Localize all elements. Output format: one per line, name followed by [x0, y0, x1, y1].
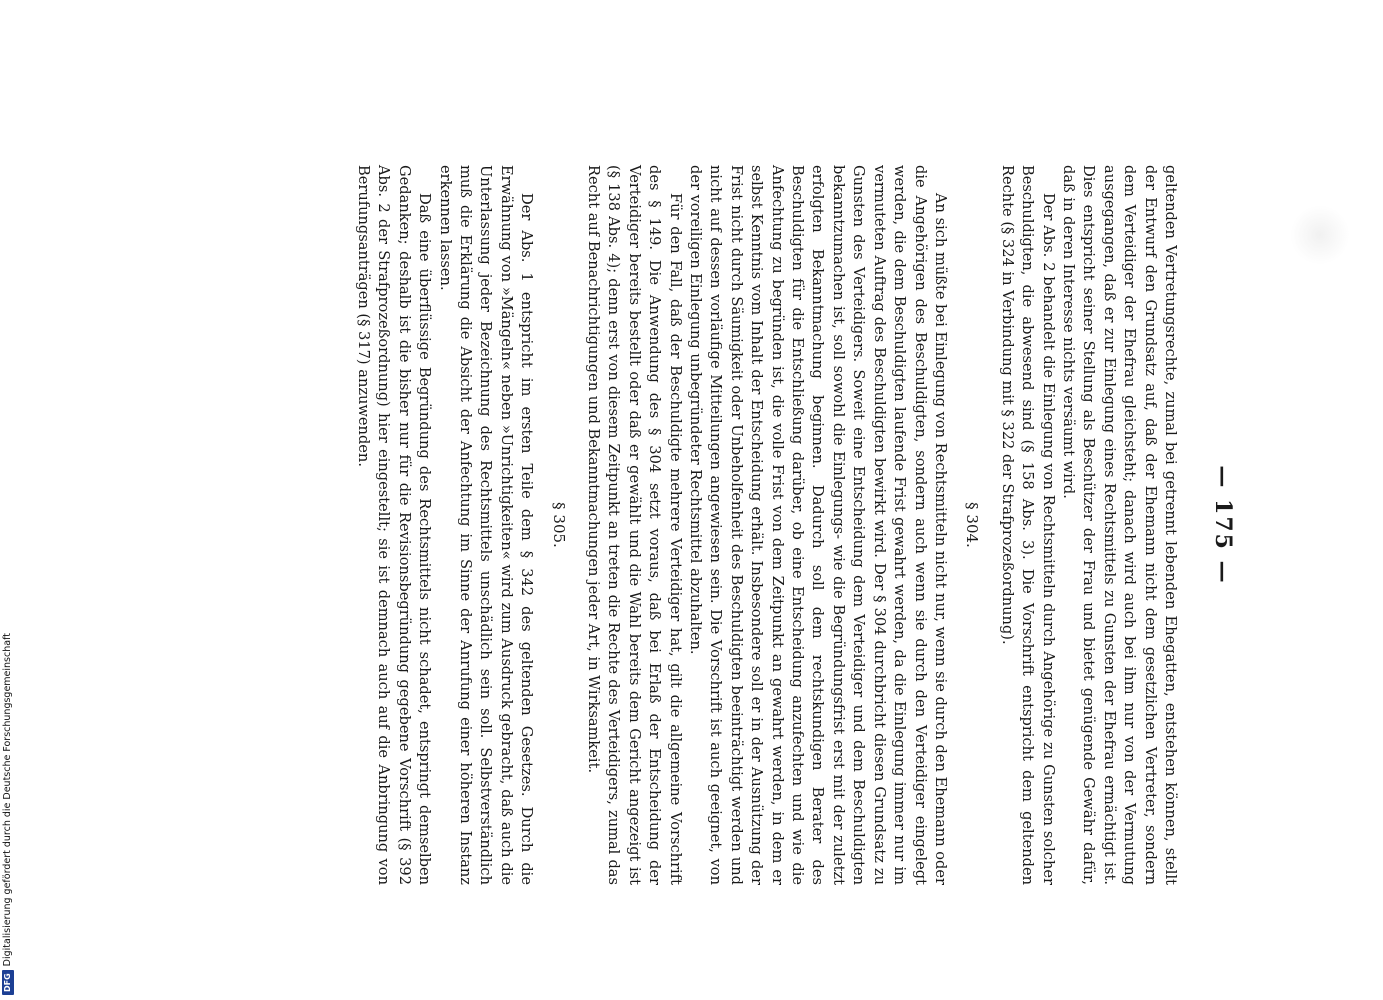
margin-smudge — [1290, 205, 1350, 265]
paragraph-1: geltenden Vertretungsrechte, zumal bei getrennt lebenden Ehegatten, entstehen können, stellt der Entwurf den Grundsatz auf, daß der Ehemann nicht dem gesetzlichen Vertreter, sondern dem Verteidiger der Ehefrau gleichsteht; danach wird auch bei ihm nur von der Vermutung ausgegangen, daß er zur Einlegung eines Rechtsmittels zu Gunsten der Ehefrau ermächtigt ist. Dies entspricht seiner Stellung als Beschützer der Frau und bietet genügende Gewähr dafür, daß in deren Interesse nichts versäumt wird. — [1059, 165, 1179, 885]
section-305-paragraph-2: Daß eine überflüssige Begründung des Rechtsmittels nicht schadet, entspringt demselben Gedanken; deshalb ist die bisher nur für die Revisionsbegründung gegebene Vorschrift (§ 392 Abs. 2 der Strafprozeßordnung) hier eingestellt; sie ist demnach auch auf die Anbringung von Berufungsanträgen (§ 317) anzuwenden. — [354, 165, 434, 885]
section-304-title: § 304. — [963, 502, 982, 548]
body-text — [353, 165, 1180, 885]
section-304-paragraph-2: Für den Fall, daß der Beschuldigte mehrere Verteidiger hat, gilt die allgemeine Vorschrift des § 149. Die Anwendung des § 304 setzt voraus, daß bei Erlaß der Entscheidung der Verteidiger bereits bestellt oder daß er gewählt und die Wahl bereits dem Gericht angezeigt ist (§ 138 Abs. 4); denn erst von diesem Zeitpunkt an treten die Rechte des Verteidigers, zumal das Recht auf Benachrichtigungen und Bekanntmachungen jeder Art, in Wirksamkeit. — [585, 165, 684, 885]
dfg-logo: DFG — [2, 970, 14, 995]
section-305-paragraph-1: Der Abs. 1 entspricht im ersten Teile dem § 342 des geltenden Gesetzes. Durch die Erwähnung von »Mängeln« neben »Unrichtigkeiten« wird zum Ausdruck gebracht, daß auch die Unterlassung jeder Bezeichnung des Rechtsmittels unschädlich sein soll. Selbstverständlich muß die Erklärung die Absicht der Anfechtung im Sinne der Anrufung einer höheren Instanz erkennen lassen. — [436, 165, 536, 885]
section-304-paragraph-1: An sich müßte bei Einlegung von Rechtsmitteln nicht nur, wenn sie durch den Ehemann oder die Angehörigen des Beschuldigten, sondern auch wenn sie durch den Verteidiger eingelegt werden, die dem Beschuldigten laufende Frist gewahrt werden, da die Einlegung immer nur im vermuteten Auftrag des Beschuldigten bewirkt wird. Der § 304 durchbricht diesen Grundsatz zu Gunsten des Verteidigers. Soweit eine Entscheidung dem Verteidiger und dem Beschuldigten bekanntzumachen ist, soll sowohl die Einlegungs- wie die Begründungsfrist erst mit der zuletzt erfolgten Bekanntmachung beginnen. Dadurch soll dem rechtskundigen Berater des Beschuldigten für die Entschließung darüber, ob eine Entscheidung anzufechten und wie die Anfechtung zu begründen ist, die volle Frist von dem Zeitpunkt an gewahrt werden, in dem er selbst Kenntnis vom Inhalt der Entscheidung erhält. Insbesondere soll er in der Ausnützung der Frist nicht durch Säumigkeit oder Unbeholfenheit des Beschuldigten beeinträchtigt werden und nicht auf dessen vorläufige Mitteilungen angewiesen sein. Die Vorschrift ist auch geeignet, von der voreiligen Einlegung unbegründeter Rechtsmittel abzuhalten. — [687, 165, 949, 885]
rotated-page-content — [126, 165, 1236, 885]
paragraph-2: Der Abs. 2 behandelt die Einlegung von Rechtsmitteln durch Angehörige zu Gunsten solcher Beschuldigten, die abwesend sind (§ 158 Abs. 3). Die Vorschrift entspricht dem geltenden Rechte (§ 324 in Verbindung mit § 322 der Strafprozeßordnung). — [998, 165, 1057, 885]
digitization-notice — [1, 605, 15, 995]
page-number: — 175 — — [1210, 465, 1236, 585]
digitization-notice-text: Digitalisierung gefördert durch die Deutsche Forschungsgemeinschaft — [2, 633, 13, 967]
section-305-title: § 305. — [549, 502, 568, 548]
